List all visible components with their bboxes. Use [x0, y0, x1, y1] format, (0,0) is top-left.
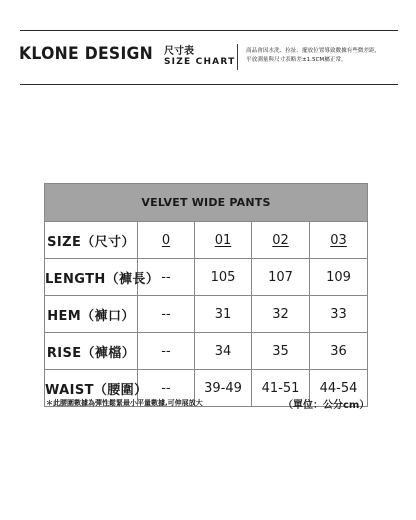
- table-cell: 107: [252, 259, 310, 296]
- header-divider: [237, 44, 238, 70]
- table-cell: 39-49: [195, 370, 252, 407]
- table-cell: 105: [195, 259, 252, 296]
- header-top-rule: [20, 30, 398, 31]
- measurement-note: [246, 47, 406, 65]
- measurement-note-line: 平放測量與尺寸表略差±1.5CM屬正常。: [246, 57, 347, 63]
- chart-title-en: SIZE CHART: [164, 57, 236, 67]
- table-cell: 36: [310, 333, 368, 370]
- header-bottom-rule: [20, 84, 398, 85]
- table-row: [45, 259, 368, 296]
- size-table: [44, 183, 368, 407]
- measurement-note-line: 商品會因水洗、拉扯、擺放位置導致數據有些微差距，: [246, 48, 381, 54]
- table-cell: 44-54: [310, 370, 368, 407]
- size-02: 02: [252, 222, 310, 259]
- brand-logo: KLONE DESIGN: [19, 44, 154, 64]
- table-cell: 109: [310, 259, 368, 296]
- table-cell: 35: [252, 333, 310, 370]
- row-label-rise: RISE（褲檔）: [45, 333, 138, 370]
- size-03: 03: [310, 222, 368, 259]
- size-header-row: [45, 222, 368, 259]
- size-0: 0: [138, 222, 195, 259]
- unit-label: （單位：公分cm）: [283, 400, 370, 411]
- table-cell: --: [138, 296, 195, 333]
- size-header-label: SIZE（尺寸）: [45, 222, 138, 259]
- table-title: VELVET WIDE PANTS: [45, 184, 368, 222]
- row-label-length: LENGTH（褲長）: [45, 259, 138, 296]
- table-cell: 31: [195, 296, 252, 333]
- chart-title-zh: 尺寸表: [164, 46, 194, 57]
- table-cell: 34: [195, 333, 252, 370]
- waist-footnote: ＊此腰圍數據為彈性鬆緊最小平量數據,可伸展放大: [46, 399, 203, 407]
- table-cell: --: [138, 333, 195, 370]
- table-cell: --: [138, 259, 195, 296]
- table-title-row: [45, 184, 368, 222]
- table-row: [45, 333, 368, 370]
- row-label-waist: WAIST（腰圍）: [45, 370, 138, 407]
- table-row: [45, 296, 368, 333]
- row-label-hem: HEM（褲口）: [45, 296, 138, 333]
- table-cell: --: [138, 370, 195, 407]
- table-cell: 33: [310, 296, 368, 333]
- size-01: 01: [195, 222, 252, 259]
- table-cell: 41-51: [252, 370, 310, 407]
- table-cell: 32: [252, 296, 310, 333]
